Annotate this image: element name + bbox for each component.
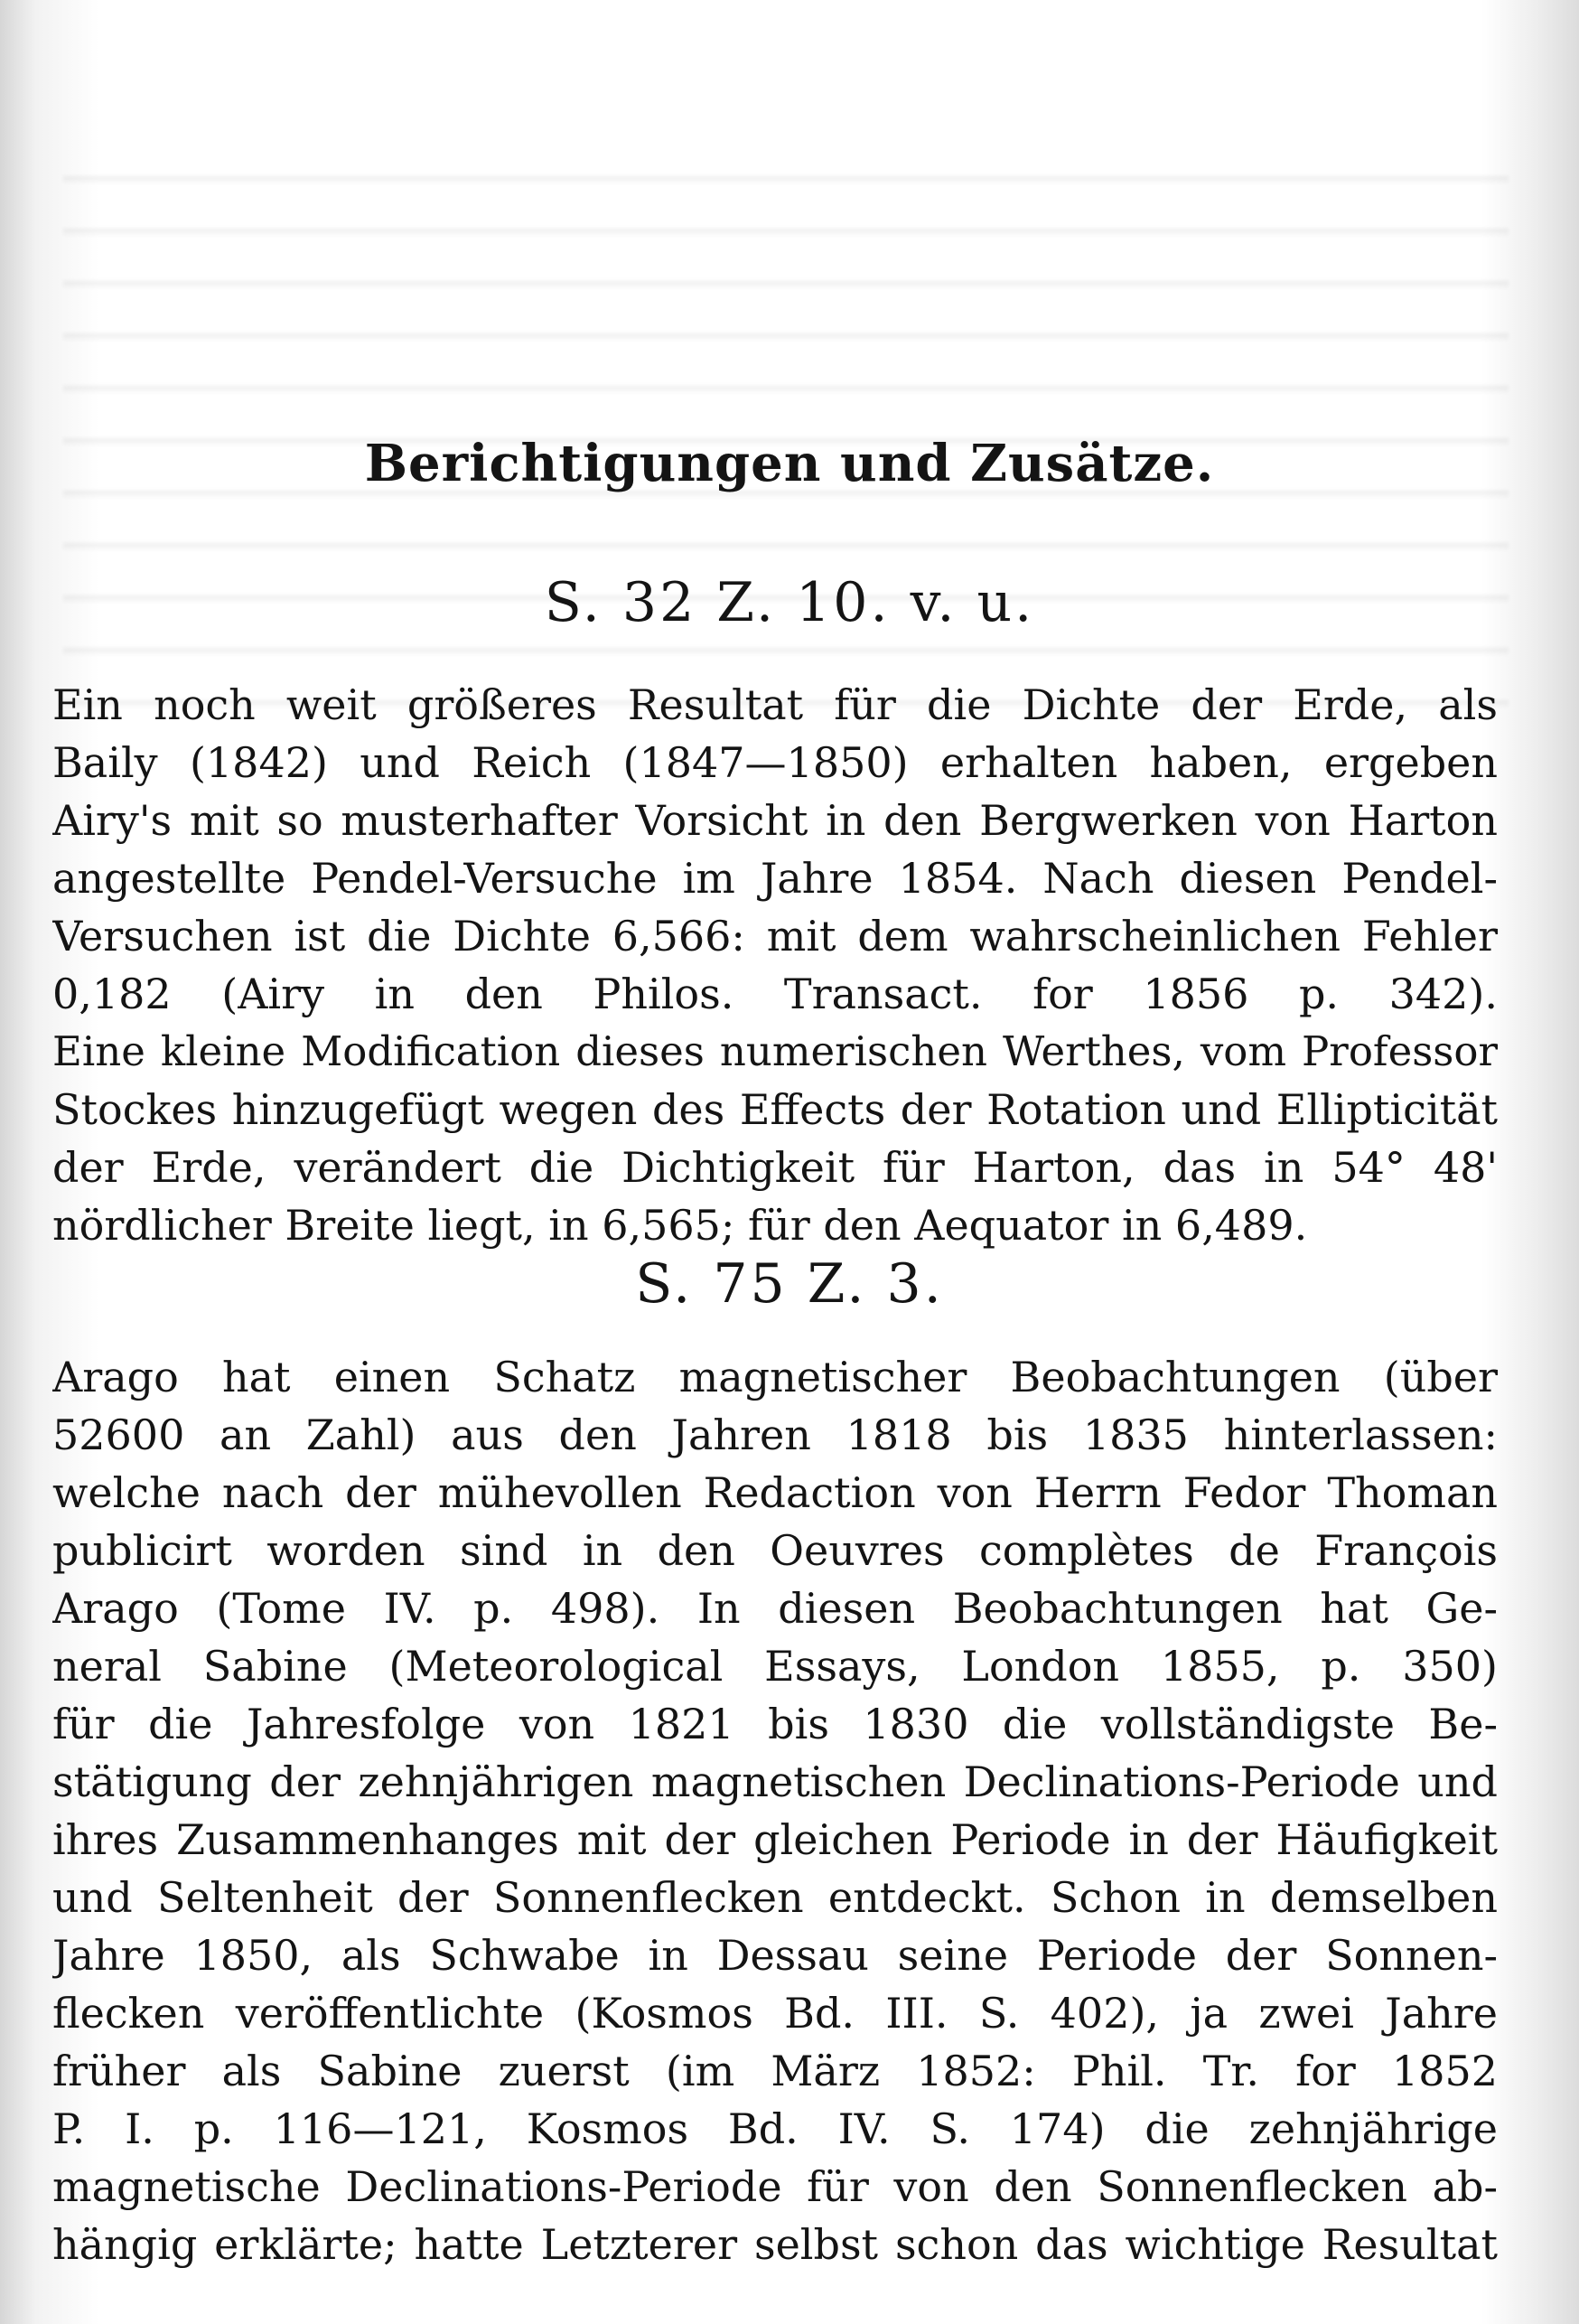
text-line: der Erde, verändert die Dichtigkeit für Harton, das in 54° 48'	[52, 1143, 1498, 1192]
text-line: Arago (Tome IV. p. 498). In diesen Beobachtungen hat Ge-	[52, 1584, 1498, 1633]
text-line: hängig erklärte; hatte Letzterer selbst schon das wichtige Resultat	[52, 2220, 1498, 2269]
text-line: publicirt worden sind in den Oeuvres complètes de François	[52, 1526, 1498, 1575]
text-line: Baily (1842) und Reich (1847—1850) erhalten haben, ergeben	[52, 738, 1498, 787]
text-line: welche nach der mühevollen Redaction von Herrn Fedor Thoman	[52, 1468, 1498, 1517]
page-heading: Berichtigungen und Zusätze.	[364, 434, 1215, 493]
text-line: angestellte Pendel-Versuche im Jahre 1854. Nach diesen Pendel-	[52, 854, 1498, 903]
section-1-paragraph	[52, 676, 1498, 1254]
text-line: 0,182 (Airy in den Philos. Transact. for 1856 p. 342).	[52, 970, 1498, 1018]
text-line: Ein noch weit größeres Resultat für die Dichte der Erde, als	[52, 680, 1498, 729]
section-reference-1: S. 32 Z. 10. v. u.	[544, 571, 1035, 634]
text-line: 52600 an Zahl) aus den Jahren 1818 bis 1835 hinterlassen:	[52, 1410, 1498, 1459]
section-reference-2: S. 75 Z. 3.	[635, 1252, 944, 1316]
text-line: Versuchen ist die Dichte 6,566: mit dem wahrscheinlichen Fehler	[52, 912, 1498, 961]
text-line: stätigung der zehnjährigen magnetischen Declinations-Periode und	[52, 1757, 1498, 1806]
text-line: P. I. p. 116—121, Kosmos Bd. IV. S. 174) die zehnjährige	[52, 2104, 1498, 2153]
text-line: Stockes hinzugefügt wegen des Effects der Rotation und Ellipticität	[52, 1085, 1498, 1134]
section-2-paragraph	[52, 1348, 1498, 2273]
text-line: neral Sabine (Meteorological Essays, London 1855, p. 350)	[52, 1642, 1498, 1691]
text-line: Eine kleine Modification dieses numerischen Werthes, vom Professor	[52, 1027, 1498, 1075]
text-line: ihres Zusammenhanges mit der gleichen Periode in der Häufigkeit	[52, 1815, 1498, 1864]
text-line: Airy's mit so musterhafter Vorsicht in den Bergwerken von Harton	[52, 796, 1498, 845]
text-line: Arago hat einen Schatz magnetischer Beobachtungen (über	[52, 1353, 1498, 1401]
text-line: nördlicher Breite liegt, in 6,565; für den Aequator in 6,489.	[52, 1201, 1308, 1250]
text-line: magnetische Declinations-Periode für von den Sonnenflecken ab-	[52, 2162, 1498, 2211]
text-line: und Seltenheit der Sonnenflecken entdeckt. Schon in demselben	[52, 1873, 1498, 1922]
text-line: früher als Sabine zuerst (im März 1852: Phil. Tr. for 1852	[52, 2047, 1498, 2095]
text-line: Jahre 1850, als Schwabe in Dessau seine Periode der Sonnen-	[52, 1931, 1498, 1980]
text-line: für die Jahresfolge von 1821 bis 1830 die vollständigste Be-	[52, 1700, 1498, 1748]
text-line: flecken veröffentlichte (Kosmos Bd. III. S. 402), ja zwei Jahre	[52, 1989, 1498, 2038]
